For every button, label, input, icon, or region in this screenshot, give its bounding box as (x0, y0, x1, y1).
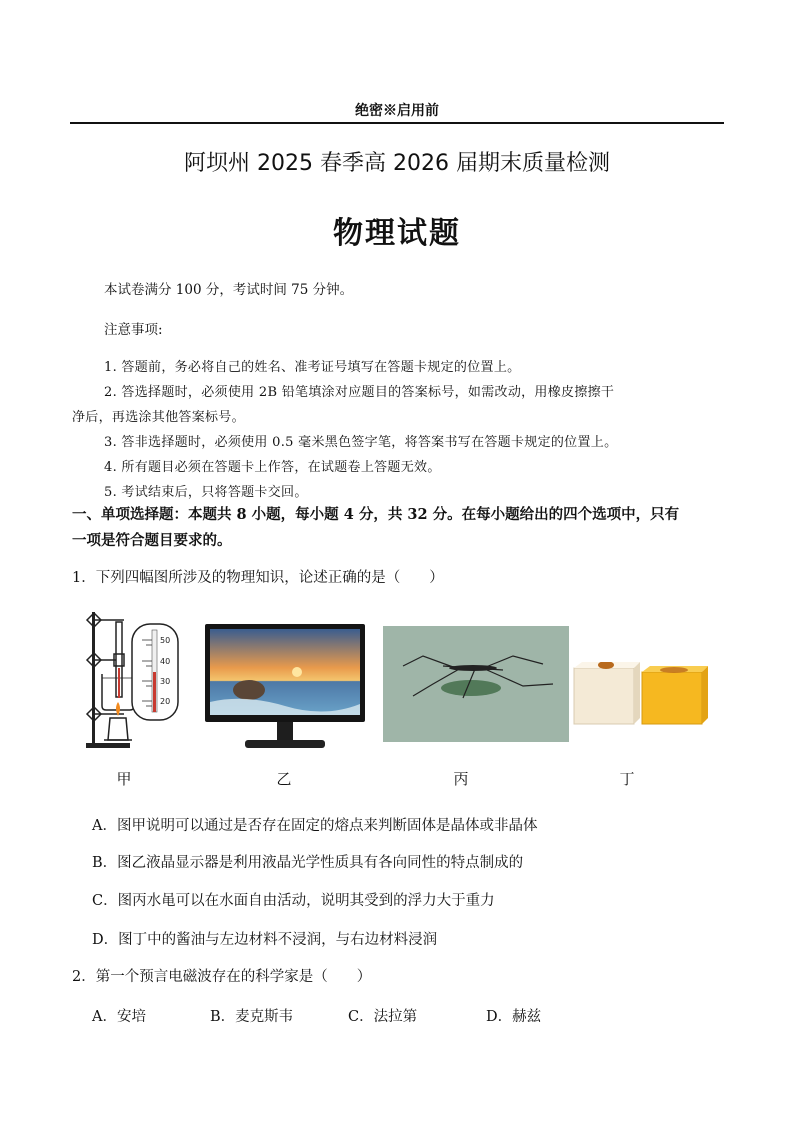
question-1-option-c: C．图丙水黾可以在水面自由活动，说明其受到的浮力大于重力 (92, 893, 495, 909)
section-heading: 一、单项选择题：本题共 8 小题，每小题 4 分，共 32 分。在每小题给出的四个选项中，只有 (72, 506, 680, 523)
note-item: 3. 答非选择题时，必须使用 0.5 毫米黑色签字笔，将答案书写在答题卡规定的位置上。 (104, 435, 618, 450)
note-item: 1. 答题前，务必将自己的姓名、准考证号填写在答题卡规定的位置上。 (104, 360, 521, 375)
confidential-label: 绝密※启用前 (355, 103, 439, 119)
header-rule (70, 122, 724, 124)
intro-text: 本试卷满分 100 分，考试时间 75 分钟。 (104, 282, 354, 298)
figure-jia-heating-apparatus (84, 610, 196, 755)
question-2-option-d: D．赫兹 (486, 1009, 542, 1025)
note-item: 2. 答选择题时，必须使用 2B 铅笔填涂对应题目的答案标号，如需改动，用橡皮擦擦干 (104, 385, 615, 400)
question-1-option-d: D．图丁中的酱油与左边材料不浸润，与右边材料浸润 (92, 932, 438, 948)
question-1-option-b: B．图乙液晶显示器是利用液晶光学性质具有各向同性的特点制成的 (92, 855, 524, 871)
tick-label-50: 50 (160, 636, 171, 645)
tick-label-20: 20 (160, 697, 171, 706)
question-2-option-a: A．安培 (92, 1009, 146, 1025)
section-heading-continued: 一项是符合题目要求的。 (72, 532, 232, 549)
exam-title: 阿坝州 2025 春季高 2026 届期末质量检测 (184, 151, 610, 176)
tick-label-40: 40 (160, 657, 171, 666)
figure-label-yi: 乙 (276, 770, 292, 788)
tick-label-30: 30 (160, 677, 171, 686)
figure-label-bing: 丙 (453, 770, 469, 788)
figure-label-jia: 甲 (116, 770, 132, 788)
figure-ding-material-cubes (572, 662, 710, 726)
figure-label-ding: 丁 (619, 770, 635, 788)
note-item: 5. 考试结束后，只将答题卡交回。 (104, 485, 308, 500)
figure-yi-lcd-monitor (205, 624, 365, 754)
question-1-stem: 1．下列四幅图所涉及的物理知识，论述正确的是（ ） (72, 570, 444, 586)
subject-title: 物理试题 (333, 216, 461, 251)
figure-bing-water-strider (383, 626, 569, 742)
notes-heading: 注意事项: (104, 322, 163, 338)
question-2-stem: 2．第一个预言电磁波存在的科学家是（ ） (72, 969, 372, 985)
question-1-option-a: A．图甲说明可以通过是否存在固定的熔点来判断固体是晶体或非晶体 (92, 818, 538, 834)
note-item: 4. 所有题目必须在答题卡上作答，在试题卷上答题无效。 (104, 460, 441, 475)
note-item-continued: 净后，再选涂其他答案标号。 (72, 410, 245, 425)
question-2-option-b: B．麦克斯韦 (210, 1009, 294, 1025)
question-2-option-c: C．法拉第 (348, 1009, 418, 1025)
